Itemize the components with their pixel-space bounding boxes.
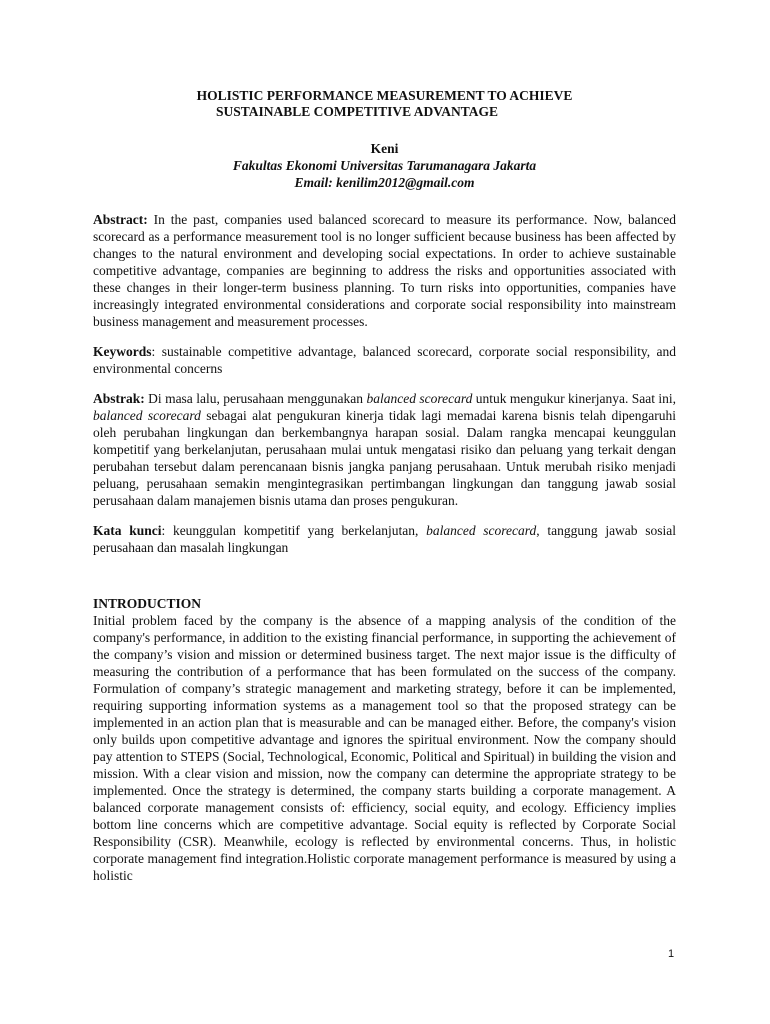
author-email: Email: kenilim2012@gmail.com [294, 175, 475, 190]
title-line-1: HOLISTIC PERFORMANCE MEASUREMENT TO ACHIEVE [196, 88, 573, 103]
abstrak [93, 390, 676, 509]
paper-body [93, 88, 676, 884]
abstrak-italic-2: balanced scorecard [93, 408, 201, 423]
introduction-heading: INTRODUCTION [93, 596, 202, 611]
kata-kunci-text-1: : keunggulan kompetitif yang berkelanjutan, [161, 523, 419, 538]
keywords-text: : sustainable competitive advantage, balanced scorecard, corporate social responsibility, and environmental concerns [93, 344, 676, 376]
abstrak-text-1: Di masa lalu, perusahaan menggunakan [148, 391, 364, 406]
paper-title [93, 88, 676, 120]
keywords [93, 343, 676, 377]
abstract-text: In the past, companies used balanced scorecard to measure its performance. Now, balanced scorecard as a performance measurement tool is no longer sufficient because business has been affected by changes to the natural environment and developing social expectations. In order to achieve sustainable competitive advantage, companies are beginning to address the risks and opportunities associated with these changes in their longer-term business planning. To turn risks into opportunities, companies have increasingly integrated environmental considerations and corporate social responsibility into mainstream business management and measurement processes. [93, 212, 677, 329]
author-block [93, 140, 676, 191]
abstrak-italic-1: balanced scorecard [366, 391, 473, 406]
kata-kunci-text-2: , tanggung jawab sosial perusahaan dan masalah lingkungan [93, 523, 677, 555]
kata-kunci [93, 522, 676, 556]
abstrak-text-3: sebagai alat pengukuran kinerja tidak lagi memadai karena bisnis telah dipengaruhi oleh perubahan lingkungan dan berkembangnya harapan sosial. Dalam rangka mencapai keunggulan kompetitif yang berkelanjutan, perusahaan mulai untuk mengatasi risiko dan peluang yang terkait dengan perubahan tersebut dalam perencanaan bisnis jangka panjang perusahaan. Untuk merubah risiko menjadi peluang, perusahaan semakin mengintegrasikan pertimbangan lingkungan dan tanggung jawab sosial perusahaan dalam manajemen bisnis utama dan proses pengukuran. [93, 408, 676, 508]
abstract-label: Abstract: [93, 212, 148, 227]
kata-kunci-label: Kata kunci [93, 523, 162, 538]
keywords-label: Keywords [93, 344, 152, 359]
abstract [93, 211, 676, 330]
abstrak-label: Abstrak: [93, 391, 145, 406]
kata-kunci-italic: balanced scorecard [426, 523, 537, 538]
page-number: 1 [668, 948, 675, 960]
abstrak-text-2: untuk mengukur kinerjanya. Saat ini, [475, 391, 677, 406]
author-name: Keni [370, 141, 399, 156]
author-affiliation: Fakultas Ekonomi Universitas Tarumanagara Jakarta [232, 158, 537, 173]
title-line-2: SUSTAINABLE COMPETITIVE ADVANTAGE [215, 104, 499, 119]
introduction-text: Initial problem faced by the company is the absence of a mapping analysis of the condition of the company's performance, in addition to the existing financial performance, in supporting the achievement of the company’s vision and mission or determined business target. The next major issue is the difficulty of measuring the contribution of a performance that has been formulated on the success of the company. Formulation of company’s strategic management and marketing strategy, before it can be implemented, requiring supporting information systems as a management tool so that the proposed strategy can be implemented in an action plan that is measurable and can be managed either. Before, the company's vision only builds upon competitive advantage and ignores the spiritual environment. Now the company should pay attention to STEPS (Social, Technological, Economic, Political and Spiritual) in building the vision and mission. With a clear vision and mission, now the company can determine the appropriate strategy to be implemented. Once the strategy is determined, the company starts building a corporate management. A balanced corporate management consists of: efficiency, social equity, and ecology. Efficiency implies bottom line concerns which are competitive advantage. Social equity is reflected by Corporate Social Responsibility (CSR). Meanwhile, ecology is reflected by environmental concerns. Thus, in holistic corporate management find integration.Holistic corporate management performance is measured by using a holistic [93, 613, 676, 883]
